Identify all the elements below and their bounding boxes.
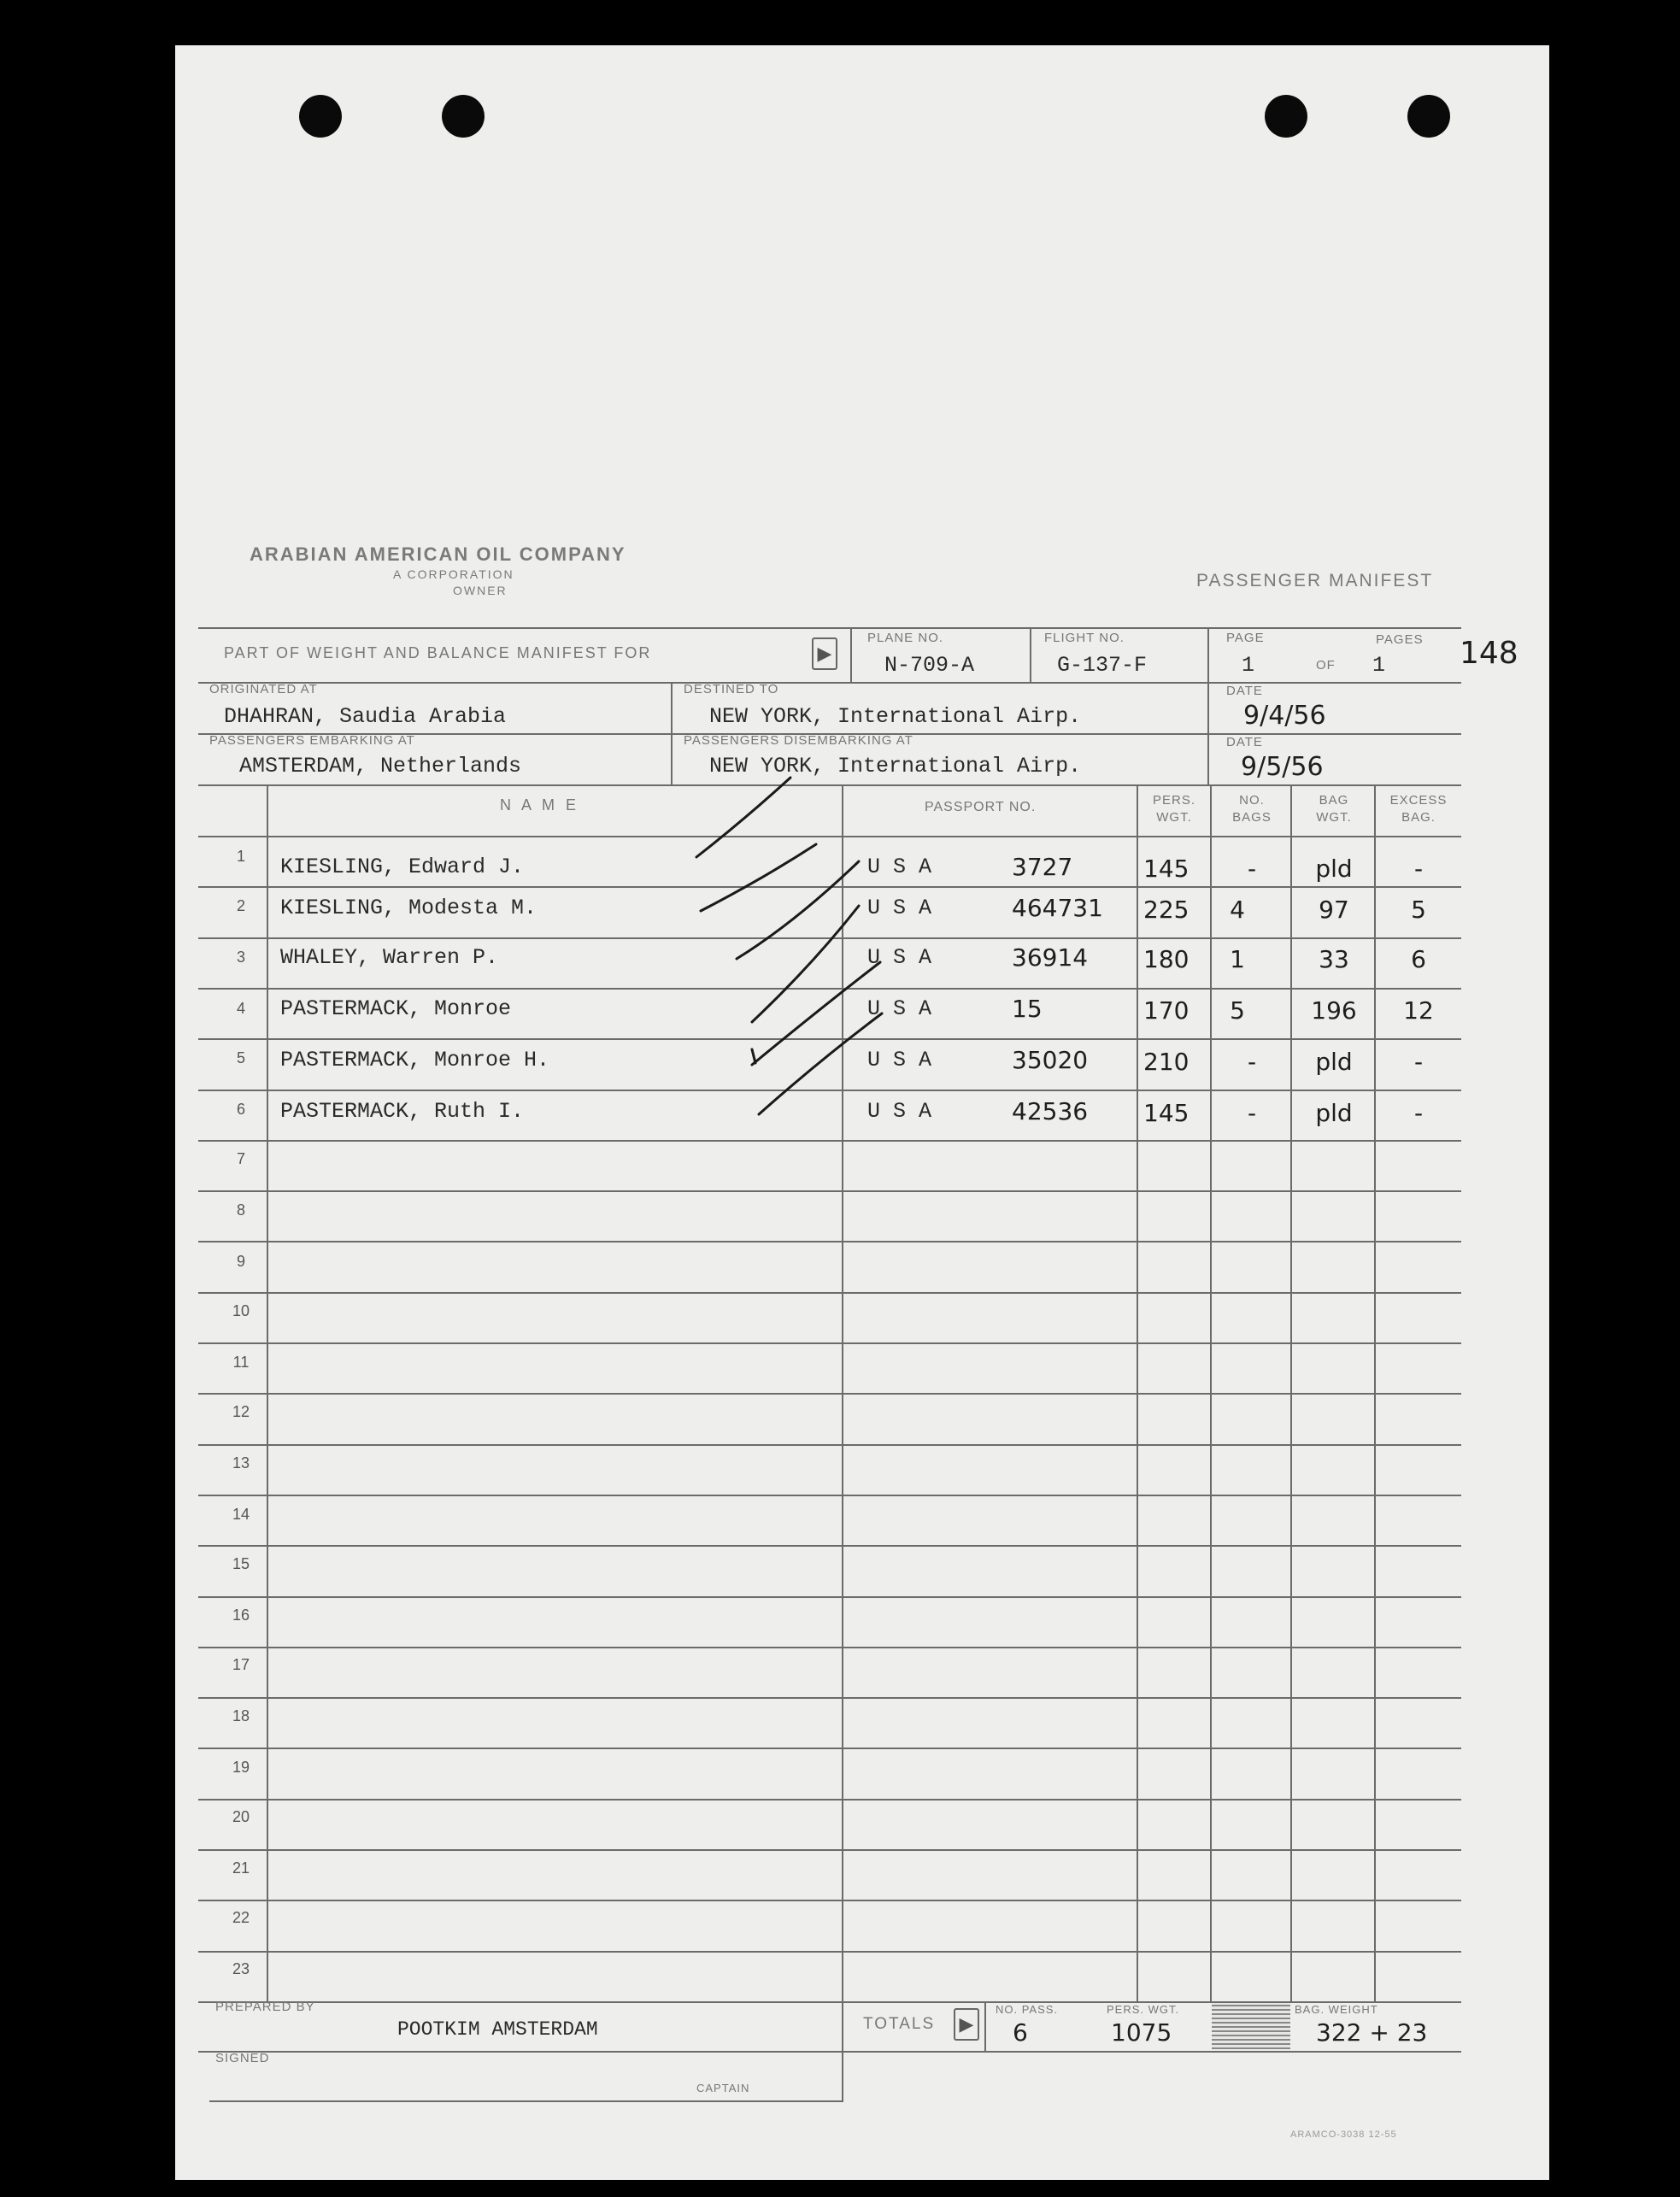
passenger-name: PASTERMACK, Ruth I.: [280, 1099, 525, 1124]
excess-bag: 6: [1411, 945, 1426, 973]
page-stamp: 148: [1460, 636, 1518, 671]
passport-number: 36914: [1012, 943, 1089, 972]
arrow-icon: ▶: [812, 637, 837, 670]
row-number: 11: [232, 1354, 250, 1371]
row-number: 1: [236, 848, 245, 865]
bag-weight: 33: [1319, 945, 1349, 973]
no-bags: -: [1247, 855, 1257, 883]
date2-value: 9/5/56: [1241, 752, 1324, 782]
bag-weight: 97: [1319, 896, 1349, 924]
col-excess-2: BAG.: [1401, 810, 1436, 825]
row-number: 20: [232, 1808, 250, 1825]
row-number: 16: [232, 1607, 250, 1624]
company-name: ARABIAN AMERICAN OIL COMPANY: [250, 543, 626, 565]
disembarking-label: PASSENGERS DISEMBARKING AT: [684, 733, 913, 748]
embarking-value: AMSTERDAM, Netherlands: [239, 754, 522, 778]
bag-weight: pld: [1315, 855, 1353, 883]
check-mark: [737, 861, 859, 959]
passenger-name: WHALEY, Warren P.: [280, 945, 499, 970]
row-number: 22: [232, 1909, 250, 1926]
excess-bag: -: [1413, 855, 1424, 883]
hatched-box: [1212, 2003, 1290, 2049]
pers-weight: 210: [1143, 1048, 1190, 1076]
passport-country: U S A: [867, 1048, 932, 1072]
rule: [842, 2001, 843, 2102]
col-passport: PASSPORT NO.: [925, 800, 1037, 814]
page-value: 1: [1242, 653, 1255, 678]
row-number: 13: [232, 1454, 250, 1472]
pers-weight: 225: [1143, 896, 1190, 924]
row-number: 4: [236, 1000, 245, 1017]
col-no-bags-2: BAGS: [1232, 810, 1272, 825]
passport-number: 3727: [1012, 853, 1073, 881]
destined-value: NEW YORK, International Airp.: [709, 704, 1082, 729]
row-number: 17: [232, 1656, 250, 1673]
form-title: PASSENGER MANIFEST: [1196, 571, 1434, 590]
row-number: 8: [236, 1201, 245, 1219]
company-sub1: A CORPORATION: [393, 567, 514, 581]
pers-weight: 145: [1143, 1099, 1190, 1127]
passport-number: 35020: [1012, 1046, 1089, 1074]
pages-value: 1: [1372, 653, 1386, 678]
originated-value: DHAHRAN, Saudia Arabia: [224, 704, 507, 729]
plane-no: N-709-A: [884, 653, 975, 678]
row-number: 21: [232, 1859, 250, 1877]
row-number: 2: [236, 897, 245, 914]
row-number: 19: [232, 1759, 250, 1776]
form-code: ARAMCO-3038 12-55: [1290, 2129, 1397, 2140]
passport-country: U S A: [867, 855, 932, 879]
row-number: 3: [236, 949, 245, 966]
bag-weight: pld: [1315, 1099, 1353, 1127]
passport-country: U S A: [867, 1099, 932, 1124]
date-label: DATE: [1226, 684, 1263, 698]
flight-no-label: FLIGHT NO.: [1044, 631, 1125, 645]
no-bags: -: [1247, 1099, 1257, 1127]
disembarking-value: NEW YORK, International Airp.: [709, 754, 1082, 778]
col-bag-wgt-1: BAG: [1319, 793, 1349, 808]
row-number: 5: [236, 1049, 245, 1066]
rule: [984, 2001, 986, 2051]
col-pers-wgt-1: PERS.: [1152, 793, 1195, 808]
company-sub2: OWNER: [453, 584, 508, 597]
check-mark: [752, 1049, 755, 1063]
destined-label: DESTINED TO: [684, 682, 779, 696]
check-mark: [752, 962, 880, 1065]
date2-label: DATE: [1226, 735, 1263, 749]
excess-bag: -: [1413, 1099, 1424, 1127]
pers-weight: 180: [1143, 945, 1190, 973]
page-label: PAGE: [1226, 631, 1265, 645]
captain-label: CAPTAIN: [696, 2082, 750, 2094]
passport-country: U S A: [867, 996, 932, 1021]
originated-label: ORIGINATED AT: [209, 682, 318, 696]
passenger-name: PASTERMACK, Monroe: [280, 996, 512, 1021]
passport-country: U S A: [867, 945, 932, 970]
pers-weight: 145: [1143, 855, 1190, 883]
col-bag-wgt-2: WGT.: [1316, 810, 1352, 825]
col-pers-wgt-2: WGT.: [1156, 810, 1192, 825]
pers-wgt-total-label: PERS. WGT.: [1107, 2003, 1180, 2016]
arrow-icon: ▶: [954, 2008, 979, 2041]
check-mark: [701, 844, 816, 911]
col-no-bags-1: NO.: [1239, 793, 1265, 808]
check-mark: [752, 906, 859, 1022]
row-number: 12: [232, 1403, 250, 1420]
passenger-name: PASTERMACK, Monroe H.: [280, 1048, 550, 1072]
prepared-by-label: PREPARED BY: [215, 2000, 315, 2014]
col-name: N A M E: [500, 796, 580, 814]
rule: [209, 2100, 842, 2102]
check-mark: [696, 778, 790, 857]
passport-number: 464731: [1012, 894, 1103, 922]
part-of-label: PART OF WEIGHT AND BALANCE MANIFEST FOR: [224, 644, 652, 661]
passenger-name: KIESLING, Modesta M.: [280, 896, 537, 920]
passenger-name: KIESLING, Edward J.: [280, 855, 525, 879]
row-number: 6: [236, 1101, 245, 1118]
row-number: 14: [232, 1506, 250, 1523]
bag-weight-total: 322 + 23: [1316, 2018, 1428, 2047]
no-bags: -: [1247, 1048, 1257, 1076]
no-bags: 5: [1230, 996, 1245, 1025]
prepared-by-value: POOTKIM AMSTERDAM: [397, 2018, 598, 2041]
no-pass-value: 6: [1013, 2018, 1028, 2047]
row-number: 10: [232, 1302, 250, 1319]
of-label: OF: [1316, 658, 1336, 673]
embarking-label: PASSENGERS EMBARKING AT: [209, 733, 415, 748]
row-number: 18: [232, 1707, 250, 1724]
check-mark: [759, 1013, 882, 1114]
pers-wgt-total: 1075: [1111, 2018, 1172, 2047]
passport-number: 15: [1012, 995, 1043, 1023]
pers-weight: 170: [1143, 996, 1190, 1025]
no-bags: 4: [1230, 896, 1245, 924]
bag-weight: pld: [1315, 1048, 1353, 1076]
col-excess-1: EXCESS: [1389, 793, 1448, 808]
no-bags: 1: [1230, 945, 1245, 973]
date1-value: 9/4/56: [1243, 701, 1326, 731]
row-number: 7: [236, 1150, 245, 1167]
row-number: 9: [236, 1253, 245, 1270]
no-pass-label: NO. PASS.: [996, 2003, 1059, 2016]
passport-number: 42536: [1012, 1097, 1089, 1125]
totals-label: TOTALS: [863, 2015, 936, 2033]
excess-bag: 5: [1411, 896, 1426, 924]
pages-label: PAGES: [1376, 632, 1424, 647]
excess-bag: -: [1413, 1048, 1424, 1076]
rule: [198, 2051, 1461, 2053]
plane-no-label: PLANE NO.: [867, 631, 944, 645]
flight-no: G-137-F: [1057, 653, 1148, 678]
passport-country: U S A: [867, 896, 932, 920]
bag-weight-label: BAG. WEIGHT: [1295, 2003, 1378, 2016]
signed-label: SIGNED: [215, 2051, 270, 2065]
row-number: 23: [232, 1960, 250, 1977]
excess-bag: 12: [1403, 996, 1434, 1025]
bag-weight: 196: [1311, 996, 1357, 1025]
row-number: 15: [232, 1555, 250, 1572]
